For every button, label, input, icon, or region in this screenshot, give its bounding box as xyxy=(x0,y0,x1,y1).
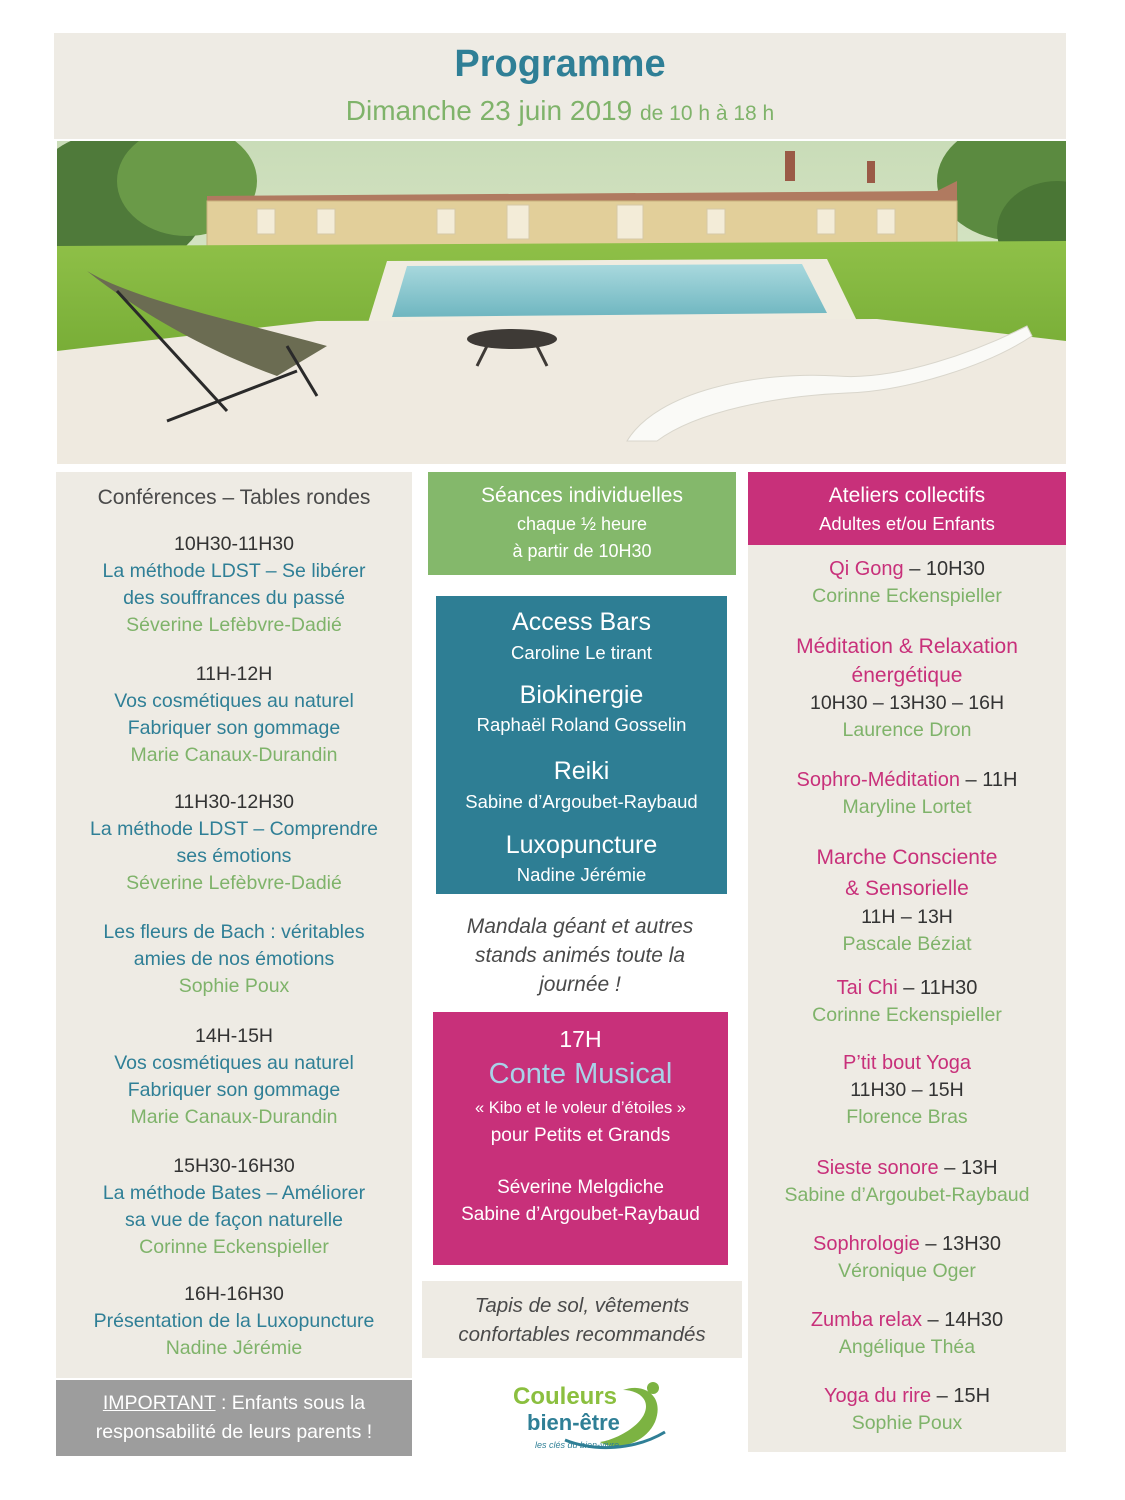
conference-item xyxy=(56,919,412,1000)
tapis-line2: confortables recommandés xyxy=(458,1323,706,1346)
conference-time: 11H30-12H30 xyxy=(174,791,294,813)
ateliers-heading: Ateliers collectifs xyxy=(828,484,986,507)
conference-time: 14H-15H xyxy=(194,1025,274,1047)
mandala-line1: Mandala géant et autres xyxy=(466,915,694,938)
conference-speaker: Corinne Eckenspieller xyxy=(139,1236,329,1258)
conference-time: 11H-12H xyxy=(195,663,273,685)
conference-title-line2: Fabriquer son gommage xyxy=(127,1079,341,1101)
atelier-person: Laurence Dron xyxy=(842,719,972,741)
conference-title-line1: La méthode LDST – Se libérer xyxy=(102,560,366,582)
venue-photo-illustration xyxy=(57,141,1066,464)
atelier-inline-time: – 11H xyxy=(959,769,1018,791)
conference-title-line2: des souffrances du passé xyxy=(123,587,345,609)
conte-musical-box xyxy=(433,1012,728,1265)
atelier-time: 11H – 13H xyxy=(861,906,953,928)
conference-speaker: Séverine Lefèbvre-Dadié xyxy=(126,614,342,636)
mandala-note xyxy=(430,912,730,999)
conference-title-line2: ses émotions xyxy=(176,845,292,867)
atelier-person: Angélique Théa xyxy=(838,1336,976,1358)
atelier-name: Zumba relax xyxy=(810,1309,922,1331)
important-label: IMPORTANT xyxy=(102,1392,216,1414)
conference-speaker: Sophie Poux xyxy=(178,975,290,997)
atelier-item xyxy=(748,1231,1066,1285)
session-person: Sabine d’Argoubet-Raybaud xyxy=(465,791,698,812)
logo-tagline: les clés du bien-vivre xyxy=(535,1440,620,1450)
seances-heading: Séances individuelles xyxy=(481,484,683,507)
conferences-heading: Conférences – Tables rondes xyxy=(97,486,371,509)
couleurs-bien-etre-logo xyxy=(505,1372,675,1462)
seances-line1: chaque ½ heure xyxy=(516,514,648,534)
atelier-name: Tai Chi xyxy=(836,977,898,999)
seances-line2: à partir de 10H30 xyxy=(512,541,652,561)
atelier-inline-time: – 13H30 xyxy=(919,1233,1001,1255)
ateliers-column xyxy=(748,472,1066,1452)
header-banner xyxy=(54,33,1066,139)
ateliers-heading-box xyxy=(748,472,1066,545)
individual-sessions-box xyxy=(436,596,727,894)
atelier-name: Sophrologie xyxy=(813,1233,920,1255)
atelier-name: Méditation & Relaxation xyxy=(796,635,1018,658)
session-person: Raphaël Roland Gosselin xyxy=(476,714,687,735)
seances-box xyxy=(428,472,736,575)
atelier-item xyxy=(748,632,1066,744)
venue-photo xyxy=(57,141,1066,464)
conte-title: Conte Musical xyxy=(488,1058,673,1090)
atelier-name: Qi Gong xyxy=(829,558,904,580)
conte-name1: Séverine Melgdiche xyxy=(497,1177,664,1198)
page-title: Programme xyxy=(454,43,666,85)
session-person: Nadine Jérémie xyxy=(516,864,647,885)
important-notice xyxy=(56,1380,412,1456)
session-title: Luxopuncture xyxy=(505,831,658,859)
conference-item xyxy=(56,531,412,639)
atelier-item xyxy=(748,1307,1066,1361)
atelier-person: Pascale Béziat xyxy=(842,933,972,955)
conference-speaker: Marie Canaux-Durandin xyxy=(130,744,338,766)
important-line2: responsabilité de leurs parents ! xyxy=(95,1421,373,1443)
atelier-time: 10H30 – 13H30 – 16H xyxy=(809,692,1005,714)
conference-title-line2: amies de nos émotions xyxy=(133,948,335,970)
tapis-line1: Tapis de sol, vêtements xyxy=(474,1294,690,1317)
atelier-inline-time: – 14H30 xyxy=(921,1309,1004,1331)
atelier-person: Véronique Oger xyxy=(838,1260,976,1282)
logo-word1: Couleurs xyxy=(513,1383,618,1410)
important-text1: : Enfants sous la xyxy=(215,1392,366,1414)
atelier-name-line2: & Sensorielle xyxy=(845,877,969,900)
atelier-item xyxy=(748,1155,1066,1209)
session-person: Caroline Le tirant xyxy=(511,642,652,663)
conference-speaker: Nadine Jérémie xyxy=(165,1337,303,1359)
conference-item xyxy=(56,1023,412,1131)
conference-title-line1: La méthode LDST – Comprendre xyxy=(90,818,378,840)
conte-name2: Sabine d’Argoubet-Raybaud xyxy=(461,1204,700,1225)
conference-title-line2: Fabriquer son gommage xyxy=(127,717,341,739)
atelier-name: P’tit bout Yoga xyxy=(843,1052,971,1074)
atelier-item xyxy=(748,842,1066,958)
atelier-person: Corinne Eckenspieller xyxy=(812,585,1002,607)
atelier-person: Florence Bras xyxy=(846,1106,968,1128)
atelier-item xyxy=(748,975,1066,1029)
atelier-name: Yoga du rire xyxy=(823,1385,932,1407)
session-title: Access Bars xyxy=(512,608,651,636)
conference-title-line1: Vos cosmétiques au naturel xyxy=(114,1052,354,1074)
atelier-inline-time: – 15H xyxy=(931,1385,991,1407)
atelier-name: Marche Consciente xyxy=(816,846,998,869)
atelier-item xyxy=(748,767,1066,821)
conte-quote: « Kibo et le voleur d’étoiles » xyxy=(475,1099,686,1117)
conference-speaker: Séverine Lefèbvre-Dadié xyxy=(126,872,342,894)
conference-title-line2: sa vue de façon naturelle xyxy=(125,1209,343,1231)
atelier-name-line2: énergétique xyxy=(851,664,963,687)
atelier-time: 11H30 – 15H xyxy=(850,1079,964,1101)
tapis-note xyxy=(422,1281,742,1358)
conference-time: 16H-16H30 xyxy=(184,1283,284,1305)
event-date xyxy=(54,95,1066,127)
atelier-item xyxy=(748,1050,1066,1131)
conference-title-line1: Présentation de la Luxopuncture xyxy=(93,1310,375,1332)
atelier-person: Maryline Lortet xyxy=(842,796,972,818)
conference-item xyxy=(56,1281,412,1362)
conferences-column xyxy=(56,472,412,1378)
atelier-person: Sophie Poux xyxy=(851,1412,963,1434)
atelier-item xyxy=(748,1383,1066,1437)
important-line1 xyxy=(56,1380,412,1418)
conference-time: 15H30-16H30 xyxy=(173,1155,295,1177)
atelier-inline-time: – 10H30 xyxy=(903,558,985,580)
conference-title-line1: Vos cosmétiques au naturel xyxy=(114,690,354,712)
atelier-person: Sabine d’Argoubet-Raybaud xyxy=(784,1184,1030,1206)
conference-item xyxy=(56,789,412,897)
session-title: Reiki xyxy=(553,757,610,785)
conte-public: pour Petits et Grands xyxy=(490,1125,671,1146)
event-hours: de 10 h à 18 h xyxy=(639,102,775,125)
atelier-item xyxy=(748,556,1066,610)
session-title: Biokinergie xyxy=(519,681,644,709)
conference-speaker: Marie Canaux-Durandin xyxy=(130,1106,338,1128)
event-date-text: Dimanche 23 juin 2019 xyxy=(345,95,633,126)
mandala-line3: journée ! xyxy=(539,973,621,996)
conte-time: 17H xyxy=(559,1026,602,1052)
logo-word2: bien-être xyxy=(527,1410,620,1435)
mandala-line2: stands animés toute la xyxy=(474,944,686,967)
conference-title-line1: La méthode Bates – Améliorer xyxy=(102,1182,366,1204)
atelier-name: Sophro-Méditation xyxy=(796,769,960,791)
conference-time: 10H30-11H30 xyxy=(174,533,294,555)
conference-item xyxy=(56,661,412,769)
atelier-inline-time: – 13H xyxy=(938,1157,998,1179)
atelier-inline-time: – 11H30 xyxy=(897,977,978,999)
logo-graphic xyxy=(505,1372,675,1462)
conference-title-line1: Les fleurs de Bach : véritables xyxy=(103,921,365,943)
conference-item xyxy=(56,1153,412,1261)
atelier-name: Sieste sonore xyxy=(816,1157,939,1179)
ateliers-subheading: Adultes et/ou Enfants xyxy=(819,513,995,534)
atelier-person: Corinne Eckenspieller xyxy=(812,1004,1002,1026)
